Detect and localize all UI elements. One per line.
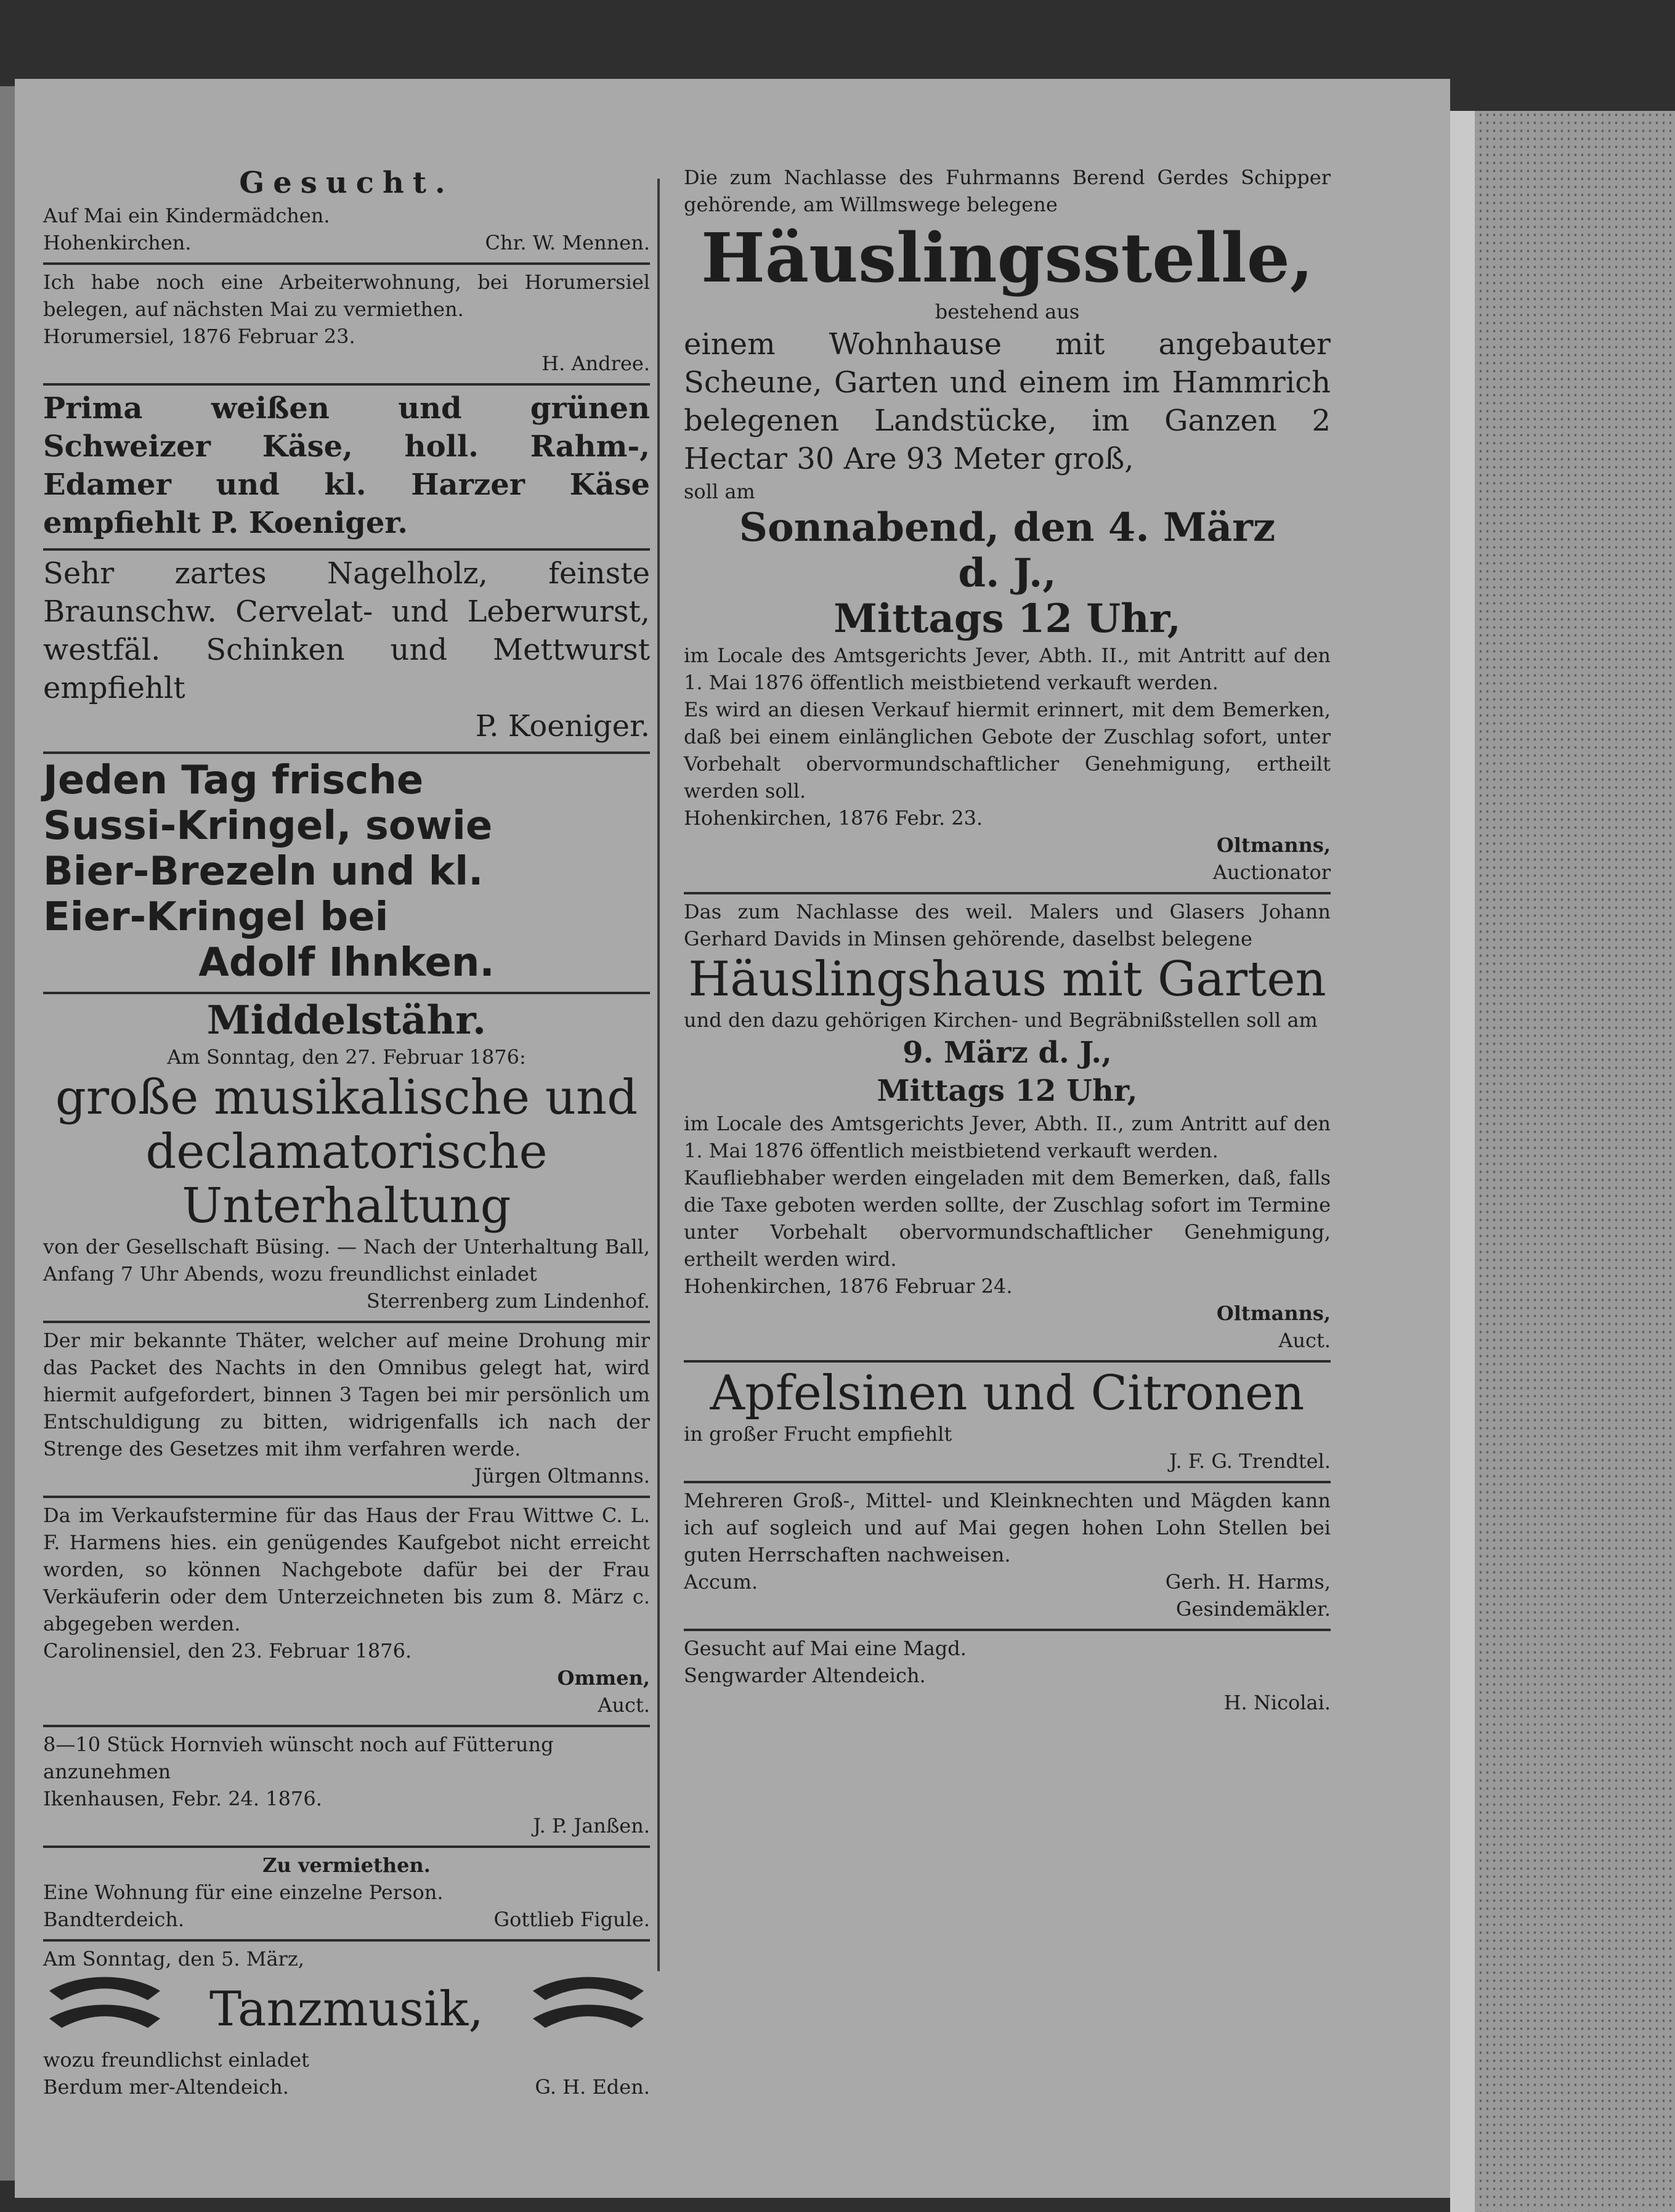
ad-koeniger-cheese	[43, 386, 650, 551]
ad-headline: Häuslingsstelle,	[700, 218, 1314, 298]
ad-text: Prima weißen und grünen Schweizer Käse, holl. Rahm-, Edamer und kl. Harzer Käse empfiehlt P. Koeniger.	[43, 391, 650, 540]
ad-date-line: d. J.,	[958, 550, 1057, 596]
ad-text: Gesucht auf Mai eine Magd.	[684, 1637, 967, 1660]
ad-date: Am Sonntag, den 27. Februar 1876:	[167, 1045, 526, 1069]
ad-line: Eier-Kringel bei	[43, 894, 389, 940]
ad-date-line: Sonnabend, den 4. März	[739, 504, 1276, 551]
ad-andree	[43, 265, 650, 386]
ad-intro: Das zum Nachlasse des weil. Malers und Glasers Johann Gerhard Davids in Minsen gehörende, daselbst belegene	[684, 900, 1331, 950]
ad-intro: Die zum Nachlasse des Fuhrmanns Berend Gerdes Schipper gehörende, am Willmswege belegene	[684, 166, 1331, 216]
ad-haeuslingsstelle	[684, 160, 1331, 894]
ad-signature-title: Auctionator	[1212, 861, 1331, 884]
ad-signature: Jürgen Oltmanns.	[474, 1464, 650, 1488]
ad-trendtel	[684, 1363, 1331, 1483]
ad-text: Es wird an diesen Verkauf hiermit erinnert, mit dem Bemerken, daß bei einem einlänglichen Gebote der Zuschlag sofort, unter Vorbehalt obervormundschaftlicher Genehmigung, ertheilt werden soll.	[684, 698, 1331, 803]
ad-line: Bier-Brezeln und kl.	[43, 849, 484, 894]
ad-middelstaehr	[43, 994, 650, 1323]
ad-signature: Sterrenberg zum Lindenhof.	[366, 1289, 650, 1313]
ad-soll: soll am	[684, 480, 755, 503]
ad-line: Jeden Tag frische	[43, 758, 424, 803]
ad-place: Berdum mer-Altendeich.	[43, 2075, 289, 2099]
ad-signature-title: Auct.	[598, 1693, 650, 1717]
ad-date: Hohenkirchen, 1876 Februar 24.	[684, 1274, 1013, 1298]
ad-oltmanns-j	[43, 1323, 650, 1498]
ad-text: Mehreren Groß-, Mittel- und Kleinknechten und Mägden kann ich auf sogleich und auf Mai gegen hohen Lohn Stellen bei guten Herrschaften nachweisen.	[684, 1489, 1331, 1566]
ad-date-line: 9. März d. J.,	[902, 1035, 1112, 1070]
ad-ihnken	[43, 754, 650, 994]
ad-place: Accum.	[684, 1570, 758, 1594]
ad-text: Kaufliebhaber werden eingeladen mit dem Bemerken, daß, falls die Taxe geboten werden sollte, der Zuschlag sofort im Termine unter Vorbehalt obervormundschaftlicher Genehmigung, ertheilt werden wird.	[684, 1166, 1331, 1271]
ad-signature-title: Auct.	[1278, 1329, 1331, 1352]
ad-title: Middelstähr.	[206, 997, 487, 1043]
ornament-left-icon	[43, 1972, 166, 2046]
ad-signature: Oltmanns,	[1216, 833, 1331, 857]
ad-place: Hohenkirchen.	[43, 231, 192, 254]
ad-signature: H. Nicolai.	[1223, 1691, 1331, 1714]
ad-signature-title: Gesindemäkler.	[1175, 1597, 1331, 1621]
ad-janssen	[43, 1727, 650, 1848]
ad-time: Mittags 12 Uhr,	[833, 596, 1181, 642]
ad-headline: Tanzmusik,	[209, 1982, 484, 2037]
ad-text: Auf Mai ein Kindermädchen.	[43, 204, 330, 227]
ad-text: Eine Wohnung für eine einzelne Person.	[43, 1881, 444, 1904]
ad-eden	[43, 1942, 650, 2107]
ad-signature: J. P. Janßen.	[533, 1814, 650, 1837]
ad-signature: Chr. W. Mennen.	[485, 231, 650, 254]
ad-text: im Locale des Amtsgerichts Jever, Abth. II., mit Antritt auf den 1. Mai 1876 öffentlich meistbietend verkauft werden.	[684, 644, 1331, 694]
ad-time: Mittags 12 Uhr,	[877, 1074, 1138, 1108]
ad-signature: Adolf Ihnken.	[198, 940, 495, 986]
ad-date: Hohenkirchen, 1876 Febr. 23.	[684, 806, 983, 830]
ad-nicolai	[684, 1631, 1331, 1722]
ad-headline: Apfelsinen und Citronen	[710, 1366, 1305, 1421]
ad-gesucht	[43, 160, 650, 265]
ad-koeniger-sausage	[43, 551, 650, 754]
ad-text: Da im Verkaufstermine für das Haus der Frau Wittwe C. L. F. Harmens hies. ein genügendes Kaufgebot nicht erreicht worden, so können Nachgebote dafür bei der Frau Verkäuferin oder dem Unterzeichneten bis zum 8. März c. abgegeben werden.	[43, 1504, 650, 1635]
ad-haeuslingshaus	[684, 894, 1331, 1363]
ornament-right-icon	[527, 1972, 650, 2046]
book-spine	[1450, 111, 1675, 2212]
ad-place: Bandterdeich.	[43, 1908, 185, 1931]
page-edge	[1450, 111, 1475, 2212]
ad-headline: große musikalische und declamatorische Unterhaltung	[55, 1070, 638, 1234]
ad-title: Gesucht.	[239, 166, 454, 200]
ad-text: im Locale des Amtsgerichts Jever, Abth. II., zum Antritt auf den 1. Mai 1876 öffentlich meistbietend verkauft werden.	[684, 1112, 1331, 1162]
ad-date: Carolinensiel, den 23. Februar 1876.	[43, 1639, 412, 1663]
right-column	[684, 160, 1331, 1722]
ad-signature: Ommen,	[557, 1666, 650, 1690]
ad-title: Zu vermiethen.	[262, 1853, 431, 1877]
ad-figule	[43, 1848, 650, 1942]
ad-signature: Gottlieb Figule.	[493, 1908, 650, 1931]
ad-signature: P. Koeniger.	[475, 709, 650, 743]
ad-signature: H. Andree.	[541, 352, 650, 375]
ad-desc: und den dazu gehörigen Kirchen- und Begräbnißstellen soll am	[684, 1008, 1318, 1032]
ad-place: Sengwarder Altendeich.	[684, 1664, 926, 1687]
ad-text: 8—10 Stück Hornvieh wünscht noch auf Fütterung anzunehmen	[43, 1733, 554, 1783]
ad-date: Ikenhausen, Febr. 24. 1876.	[43, 1787, 322, 1810]
ad-ommen	[43, 1498, 650, 1727]
ad-text: Der mir bekannte Thäter, welcher auf meine Drohung mir das Packet des Nachts in den Omnibus gelegt hat, wird hiermit aufgefordert, binnen 3 Tagen bei mir persönlich um Entschuldigung zu bitten, widrigenfalls ich nach der Strenge des Gesetzes mit ihm verfahren werde.	[43, 1329, 650, 1460]
ad-date: Am Sonntag, den 5. März,	[43, 1947, 304, 1971]
left-column	[43, 160, 650, 2107]
ad-text: in großer Frucht empfiehlt	[684, 1422, 952, 1446]
ad-harms	[684, 1483, 1331, 1631]
ad-line: Sussi-Kringel, sowie	[43, 803, 493, 849]
ad-sub: bestehend aus	[935, 300, 1080, 323]
ad-headline: Häuslingshaus mit Garten	[688, 952, 1326, 1007]
ad-text: wozu freundlichst einladet	[43, 2048, 309, 2072]
ad-desc: einem Wohnhause mit angebauter Scheune, Garten und einem im Hammrich belegenen Landstücke, im Ganzen 2 Hectar 30 Are 93 Meter groß,	[684, 327, 1331, 476]
ad-text: von der Gesellschaft Büsing. — Nach der Unterhaltung Ball, Anfang 7 Uhr Abends, wozu freundlichst einladet	[43, 1235, 650, 1286]
ad-signature: G. H. Eden.	[535, 2075, 650, 2099]
ad-date: Horumersiel, 1876 Februar 23.	[43, 325, 355, 348]
ad-signature: Oltmanns,	[1216, 1302, 1331, 1325]
ad-text: Sehr zartes Nagelholz, feinste Braunschw. Cervelat- und Leberwurst, westfäl. Schinken und Mettwurst empfiehlt	[43, 556, 650, 705]
ad-signature: Gerh. H. Harms,	[1165, 1570, 1331, 1594]
ad-text: Ich habe noch eine Arbeiterwohnung, bei Horumersiel belegen, auf nächsten Mai zu vermiethen.	[43, 270, 650, 321]
column-divider	[657, 179, 660, 1971]
ad-signature: J. F. G. Trendtel.	[1169, 1449, 1331, 1473]
